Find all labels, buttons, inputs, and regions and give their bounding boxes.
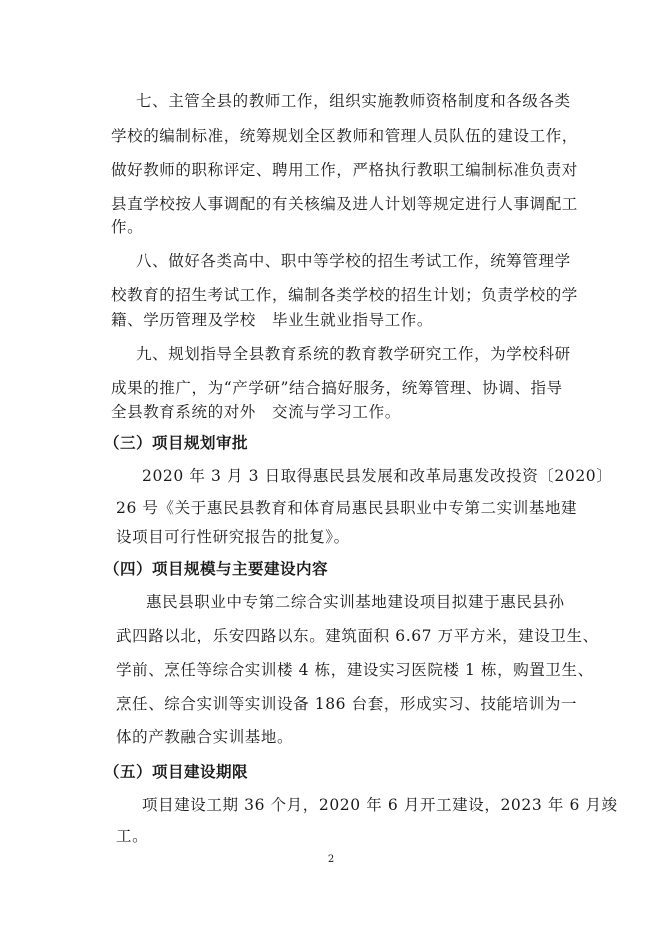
text-line: 烹任、综合实训等实训设备 186 台套，形成实习、技能培训为一 xyxy=(116,695,578,713)
text-line: 作。 xyxy=(111,218,144,236)
text-line: 全县教育系统的对外 交流与学习工作。 xyxy=(111,403,401,421)
text-line: 设项目可行性研究报告的批复》。 xyxy=(116,528,350,546)
text-line: 成果的推广，为“产学研”结合搞好服务，统筹管理、协调、指导 xyxy=(111,379,563,397)
text-line: 县直学校按人事调配的有关核编及进人计划等规定进行人事调配工 xyxy=(111,195,578,213)
page-number: 2 xyxy=(327,854,335,865)
text-line: 体的产教融合实训基地。 xyxy=(116,728,294,746)
section-heading-scale: （四）项目规模与主要建设内容 xyxy=(104,560,329,578)
text-line: 项目建设工期 36 个月，2020 年 6 月开工建设，2023 年 6 月竣 xyxy=(142,796,618,814)
text-line: 26 号《关于惠民县教育和体育局惠民县职业中专第二实训基地建 xyxy=(116,499,578,517)
text-line: 学前、烹任等综合实训楼 4 栋，建设实习医院楼 1 栋，购置卫生、 xyxy=(116,661,594,679)
text-line: 工。 xyxy=(116,827,149,845)
text-line: 学校的编制标准，统筹规划全区教师和管理人员队伍的建设工作， xyxy=(111,127,578,145)
section-heading-period: （五）项目建设期限 xyxy=(104,763,249,781)
text-line: 八、做好各类高中、职中等学校的招生考试工作，统筹管理学 xyxy=(136,252,571,270)
text-line: 做好教师的职称评定、聘用工作，严格执行教职工编制标准负责对 xyxy=(111,161,578,179)
section-heading-approval: （三）项目规划审批 xyxy=(104,434,249,452)
text-line: 籍、学历管理及学校 毕业生就业指导工作。 xyxy=(111,311,434,329)
text-line: 九、规划指导全县教育系统的教育教学研究工作，为学校科研 xyxy=(136,345,571,363)
text-line: 校教育的招生考试工作，编制各类学校的招生计划；负责学校的学 xyxy=(111,286,578,304)
text-line: 惠民县职业中专第二综合实训基地建设项目拟建于惠民县孙 xyxy=(146,593,565,611)
text-line: 武四路以北，乐安四路以东。建筑面积 6.67 万平方米，建设卫生、 xyxy=(116,627,599,645)
text-line: 2020 年 3 月 3 日取得惠民县发展和改革局惠发改投资〔2020〕 xyxy=(142,467,613,485)
text-line: 七、主管全县的教师工作，组织实施教师资格制度和各级各类 xyxy=(136,92,571,110)
